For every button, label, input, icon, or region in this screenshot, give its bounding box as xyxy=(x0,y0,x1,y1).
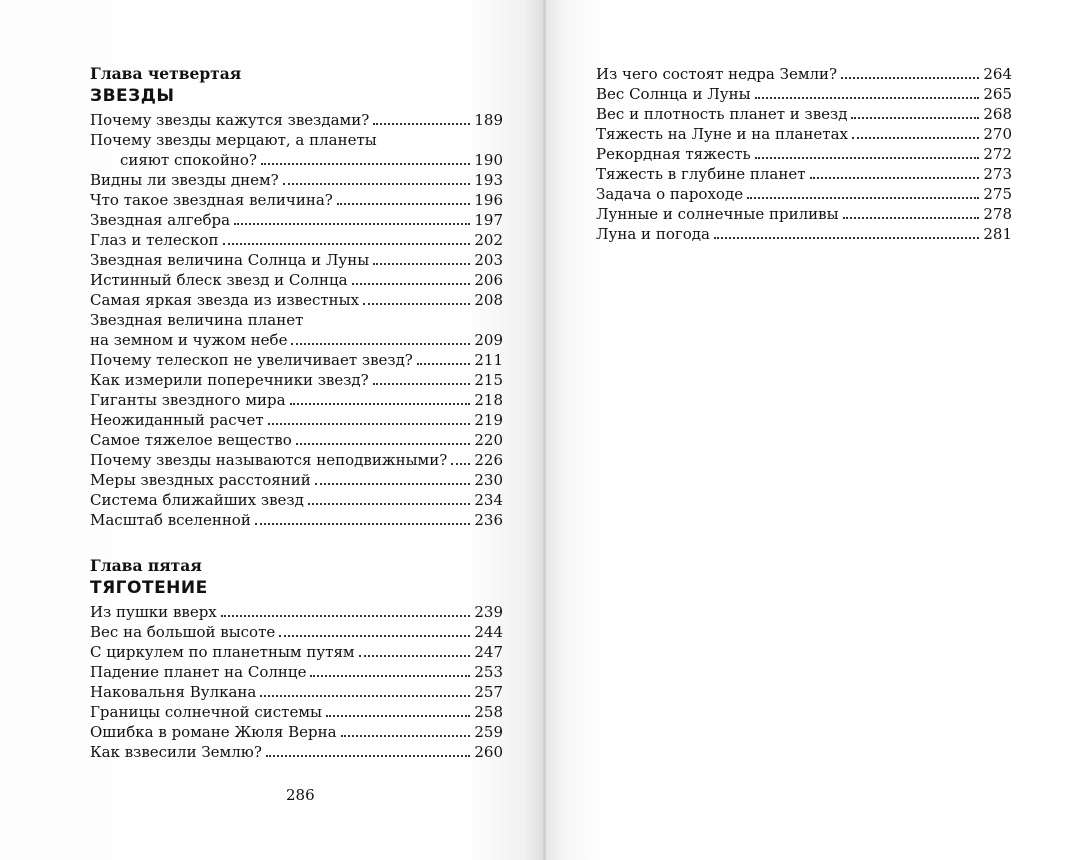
toc-entry-page: 258 xyxy=(474,703,503,721)
dot-leader xyxy=(291,343,470,345)
toc-entry-page: 190 xyxy=(474,151,503,169)
toc-entry xyxy=(90,230,503,250)
toc-entry xyxy=(90,410,503,430)
chapter-label: Глава четвертая xyxy=(90,64,242,83)
toc-entry-page: 247 xyxy=(474,643,503,661)
dot-leader xyxy=(260,695,470,697)
toc-entry-title-line: Звездная величина планет xyxy=(90,311,304,329)
toc-entry-title: Звездная алгебра xyxy=(90,211,231,229)
right-toc-column xyxy=(596,64,1012,244)
dot-leader xyxy=(279,635,470,637)
toc-entry xyxy=(90,430,503,450)
toc-entry xyxy=(596,144,1012,164)
toc-entry-title: Самое тяжелое вещество xyxy=(90,431,292,449)
toc-entry-page: 202 xyxy=(474,231,503,249)
toc-entry-title: Тяжесть в глубине планет xyxy=(596,165,806,183)
toc-entry-page: 273 xyxy=(983,165,1012,183)
toc-entry xyxy=(90,330,503,350)
left-toc-column xyxy=(90,64,503,762)
dot-leader xyxy=(296,443,471,445)
toc-entry xyxy=(90,190,503,210)
toc-entry-title: Глаз и телескоп xyxy=(90,231,219,249)
toc-entry xyxy=(90,470,503,490)
dot-leader xyxy=(341,735,471,737)
toc-entry-title-line: Почему звезды мерцают, а планеты xyxy=(90,131,377,149)
toc-entry xyxy=(90,742,503,762)
dot-leader xyxy=(714,237,979,239)
dot-leader xyxy=(234,223,470,225)
toc-entry xyxy=(90,150,503,170)
dot-leader xyxy=(255,523,471,525)
toc-entry-title: Как измерили поперечники звезд? xyxy=(90,371,369,389)
toc-entry-title: Почему звезды кажутся звездами? xyxy=(90,111,370,129)
toc-entry-title: Звездная величина Солнца и Луны xyxy=(90,251,370,269)
toc-entry-title: Вес и плотность планет и звезд xyxy=(596,105,848,123)
chapter-entries xyxy=(90,110,503,530)
toc-entry-page: 197 xyxy=(474,211,503,229)
chapter-label: Глава пятая xyxy=(90,556,202,575)
toc-entry-page: 230 xyxy=(474,471,503,489)
toc-entry-page: 218 xyxy=(474,391,503,409)
dot-leader xyxy=(221,615,471,617)
toc-entry-title: на земном и чужом небе xyxy=(90,331,288,349)
toc-entry xyxy=(90,170,503,190)
dot-leader xyxy=(315,483,471,485)
toc-entry-page: 206 xyxy=(474,271,503,289)
toc-entry-page: 253 xyxy=(474,663,503,681)
toc-entry xyxy=(90,350,503,370)
toc-entry xyxy=(90,390,503,410)
chapter-title: ТЯГОТЕНИЕ xyxy=(90,578,208,598)
book-spine xyxy=(543,0,546,860)
toc-entry xyxy=(90,510,503,530)
toc-entry-title: Видны ли звезды днем? xyxy=(90,171,279,189)
dot-leader xyxy=(359,655,471,657)
toc-entry-page: 215 xyxy=(474,371,503,389)
dot-leader xyxy=(310,675,470,677)
toc-entry-page: 268 xyxy=(983,105,1012,123)
toc-entry-title: С циркулем по планетным путям xyxy=(90,643,355,661)
dot-leader xyxy=(290,403,471,405)
toc-entry xyxy=(90,602,503,622)
dot-leader xyxy=(755,157,980,159)
toc-entry-page: 193 xyxy=(474,171,503,189)
dot-leader xyxy=(747,197,979,199)
toc-entry-page: 275 xyxy=(983,185,1012,203)
toc-entry-title: Гиганты звездного мира xyxy=(90,391,286,409)
chapter-gap xyxy=(90,530,503,556)
toc-entry xyxy=(596,104,1012,124)
toc-entry xyxy=(596,164,1012,184)
dot-leader xyxy=(308,503,471,505)
toc-entry-title: Истинный блеск звезд и Солнца xyxy=(90,271,348,289)
toc-entry xyxy=(90,722,503,742)
dot-leader xyxy=(851,117,979,119)
toc-entry-page: 272 xyxy=(983,145,1012,163)
toc-entry-page: 189 xyxy=(474,111,503,129)
toc-entry-title: Падение планет на Солнце xyxy=(90,663,307,681)
dot-leader xyxy=(810,177,980,179)
dot-leader xyxy=(841,77,979,79)
toc-entry-title: Тяжесть на Луне и на планетах xyxy=(596,125,848,143)
toc-entry xyxy=(90,682,503,702)
dot-leader xyxy=(451,463,470,465)
dot-leader xyxy=(373,383,471,385)
toc-entry-title: Наковальня Вулкана xyxy=(90,683,257,701)
toc-entry-page: 203 xyxy=(474,251,503,269)
toc-entry-page: 209 xyxy=(474,331,503,349)
dot-leader xyxy=(352,283,471,285)
dot-leader xyxy=(261,163,470,165)
toc-entry-title: Меры звездных расстояний xyxy=(90,471,311,489)
dot-leader xyxy=(268,423,471,425)
toc-entry-page: 234 xyxy=(474,491,503,509)
dot-leader xyxy=(363,303,470,305)
toc-entry-page: 257 xyxy=(474,683,503,701)
toc-entry xyxy=(90,270,503,290)
toc-entry-title: Система ближайших звезд xyxy=(90,491,304,509)
chapter-title: ЗВЕЗДЫ xyxy=(90,86,175,106)
toc-entry xyxy=(596,204,1012,224)
right-entries xyxy=(596,64,1012,244)
toc-entry-title: Вес Солнца и Луны xyxy=(596,85,751,103)
page-number: 286 xyxy=(286,786,315,804)
toc-entry-page: 239 xyxy=(474,603,503,621)
dot-leader xyxy=(373,123,470,125)
toc-entry xyxy=(596,224,1012,244)
dot-leader xyxy=(417,363,471,365)
toc-entry xyxy=(90,490,503,510)
dot-leader xyxy=(373,263,470,265)
toc-entry-page: 220 xyxy=(474,431,503,449)
toc-entry xyxy=(90,290,503,310)
toc-entry-page: 226 xyxy=(474,451,503,469)
toc-entry xyxy=(90,110,503,130)
toc-entry-title: Луна и погода xyxy=(596,225,710,243)
toc-entry-title: Из чего состоят недра Земли? xyxy=(596,65,838,83)
toc-entry xyxy=(90,702,503,722)
toc-entry xyxy=(596,84,1012,104)
dot-leader xyxy=(755,97,980,99)
dot-leader xyxy=(852,137,979,139)
toc-entry xyxy=(90,250,503,270)
toc-entry xyxy=(90,642,503,662)
toc-entry-page: 281 xyxy=(983,225,1012,243)
toc-entry-title: Рекордная тяжесть xyxy=(596,145,751,163)
toc-entry-title: Как взвесили Землю? xyxy=(90,743,262,761)
toc-entry-title: Неожиданный расчет xyxy=(90,411,264,429)
toc-entry-title: сияют спокойно? xyxy=(120,151,257,169)
dot-leader xyxy=(843,217,980,219)
toc-entry xyxy=(90,662,503,682)
toc-entry-page: 219 xyxy=(474,411,503,429)
dot-leader xyxy=(223,243,471,245)
toc-entry xyxy=(90,370,503,390)
toc-entry xyxy=(90,210,503,230)
toc-entry xyxy=(90,450,503,470)
toc-entry-title: Задача о пароходе xyxy=(596,185,744,203)
toc-entry-title: Вес на большой высоте xyxy=(90,623,276,641)
toc-entry xyxy=(596,184,1012,204)
toc-entry-page: 236 xyxy=(474,511,503,529)
toc-entry-title: Ошибка в романе Жюля Верна xyxy=(90,723,337,741)
toc-entry-title: Почему телескоп не увеличивает звезд? xyxy=(90,351,413,369)
toc-entry-page: 196 xyxy=(474,191,503,209)
toc-entry-page: 278 xyxy=(983,205,1012,223)
chapter-entries xyxy=(90,602,503,762)
toc-entry-page: 260 xyxy=(474,743,503,761)
dot-leader xyxy=(337,203,471,205)
toc-entry-title: Границы солнечной системы xyxy=(90,703,322,721)
toc-entry-title: Что такое звездная величина? xyxy=(90,191,333,209)
dot-leader xyxy=(266,755,471,757)
toc-entry-title: Лунные и солнечные приливы xyxy=(596,205,839,223)
toc-entry-page: 259 xyxy=(474,723,503,741)
toc-entry-page: 270 xyxy=(983,125,1012,143)
toc-entry-page: 211 xyxy=(474,351,503,369)
toc-entry-title: Масштаб вселенной xyxy=(90,511,251,529)
toc-entry-page: 244 xyxy=(474,623,503,641)
toc-entry-page: 265 xyxy=(983,85,1012,103)
dot-leader xyxy=(283,183,471,185)
toc-entry-title: Почему звезды называются неподвижными? xyxy=(90,451,448,469)
toc-entry xyxy=(596,124,1012,144)
toc-entry xyxy=(90,622,503,642)
toc-entry-title: Самая яркая звезда из известных xyxy=(90,291,360,309)
toc-entry-page: 208 xyxy=(474,291,503,309)
dot-leader xyxy=(326,715,470,717)
toc-entry-title: Из пушки вверх xyxy=(90,603,217,621)
toc-entry xyxy=(596,64,1012,84)
toc-entry-page: 264 xyxy=(983,65,1012,83)
